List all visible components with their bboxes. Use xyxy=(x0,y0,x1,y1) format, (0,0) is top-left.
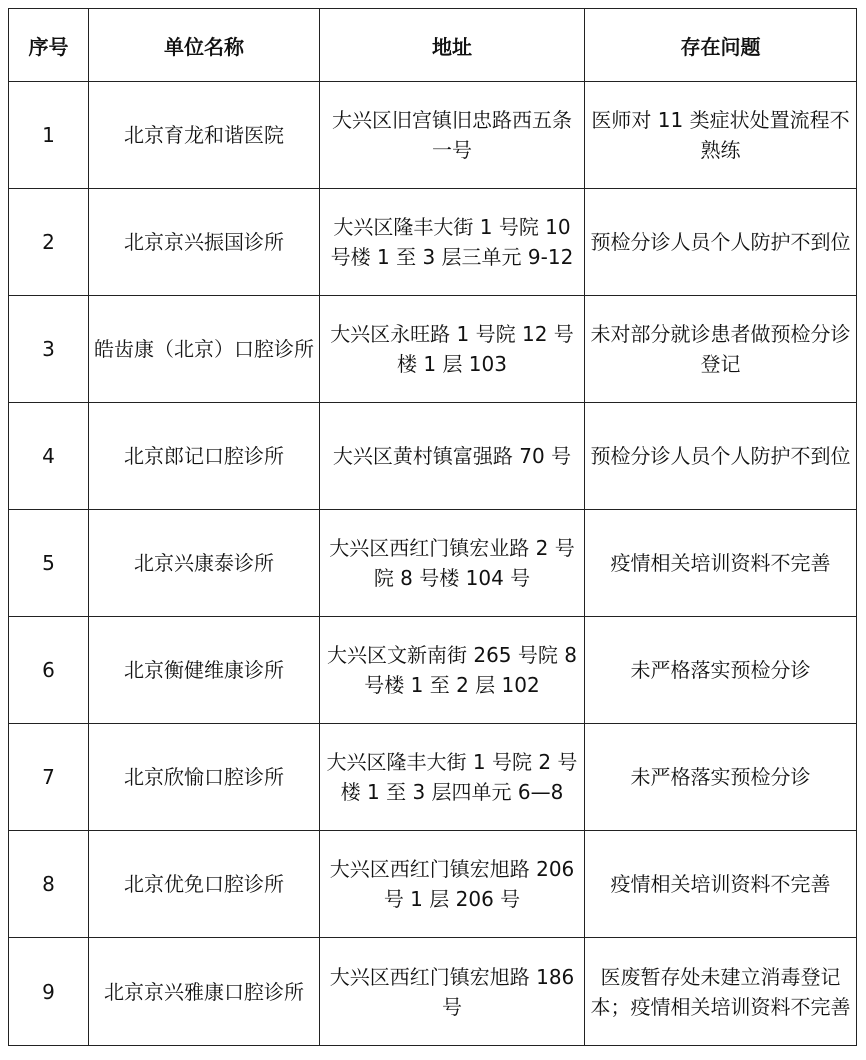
table-row xyxy=(9,724,857,831)
table-row xyxy=(9,831,857,938)
cell-issue: 预检分诊人员个人防护不到位 xyxy=(585,189,857,296)
cell-serial-number: 2 xyxy=(9,189,89,296)
cell-address: 大兴区黄村镇富强路 70 号 xyxy=(320,403,585,510)
cell-unit-name: 北京郎记口腔诊所 xyxy=(89,403,320,510)
cell-serial-number: 4 xyxy=(9,403,89,510)
table-row xyxy=(9,82,857,189)
header-issue: 存在问题 xyxy=(585,9,857,82)
cell-issue: 未对部分就诊患者做预检分诊登记 xyxy=(585,296,857,403)
table-row xyxy=(9,510,857,617)
cell-unit-name: 北京育龙和谐医院 xyxy=(89,82,320,189)
header-unit-name: 单位名称 xyxy=(89,9,320,82)
cell-address: 大兴区西红门镇宏业路 2 号院 8 号楼 104 号 xyxy=(320,510,585,617)
cell-serial-number: 7 xyxy=(9,724,89,831)
inspection-table xyxy=(8,8,857,1046)
cell-unit-name: 北京京兴振国诊所 xyxy=(89,189,320,296)
cell-address: 大兴区西红门镇宏旭路 186 号 xyxy=(320,938,585,1046)
cell-unit-name: 北京欣愉口腔诊所 xyxy=(89,724,320,831)
cell-serial-number: 6 xyxy=(9,617,89,724)
table-header-row xyxy=(9,9,857,82)
cell-unit-name: 北京衡健维康诊所 xyxy=(89,617,320,724)
cell-address: 大兴区隆丰大街 1 号院 2 号楼 1 至 3 层四单元 6—8 xyxy=(320,724,585,831)
table-row xyxy=(9,296,857,403)
cell-address: 大兴区隆丰大街 1 号院 10 号楼 1 至 3 层三单元 9-12 xyxy=(320,189,585,296)
cell-address: 大兴区旧宫镇旧忠路西五条一号 xyxy=(320,82,585,189)
cell-issue: 未严格落实预检分诊 xyxy=(585,617,857,724)
cell-issue: 疫情相关培训资料不完善 xyxy=(585,510,857,617)
cell-issue: 未严格落实预检分诊 xyxy=(585,724,857,831)
cell-serial-number: 9 xyxy=(9,938,89,1046)
cell-serial-number: 8 xyxy=(9,831,89,938)
table-row xyxy=(9,617,857,724)
cell-address: 大兴区永旺路 1 号院 12 号楼 1 层 103 xyxy=(320,296,585,403)
cell-serial-number: 3 xyxy=(9,296,89,403)
table-row xyxy=(9,938,857,1046)
cell-unit-name: 皓齿康（北京）口腔诊所 xyxy=(89,296,320,403)
cell-issue: 预检分诊人员个人防护不到位 xyxy=(585,403,857,510)
cell-serial-number: 1 xyxy=(9,82,89,189)
cell-issue: 疫情相关培训资料不完善 xyxy=(585,831,857,938)
cell-unit-name: 北京兴康泰诊所 xyxy=(89,510,320,617)
cell-unit-name: 北京优免口腔诊所 xyxy=(89,831,320,938)
cell-issue: 医废暂存处未建立消毒登记本；疫情相关培训资料不完善 xyxy=(585,938,857,1046)
cell-issue: 医师对 11 类症状处置流程不熟练 xyxy=(585,82,857,189)
cell-address: 大兴区西红门镇宏旭路 206 号 1 层 206 号 xyxy=(320,831,585,938)
header-address: 地址 xyxy=(320,9,585,82)
cell-unit-name: 北京京兴雅康口腔诊所 xyxy=(89,938,320,1046)
cell-address: 大兴区文新南街 265 号院 8 号楼 1 至 2 层 102 xyxy=(320,617,585,724)
cell-serial-number: 5 xyxy=(9,510,89,617)
table-row xyxy=(9,189,857,296)
header-serial-number: 序号 xyxy=(9,9,89,82)
table-row xyxy=(9,403,857,510)
inspection-table-container xyxy=(8,8,857,1046)
